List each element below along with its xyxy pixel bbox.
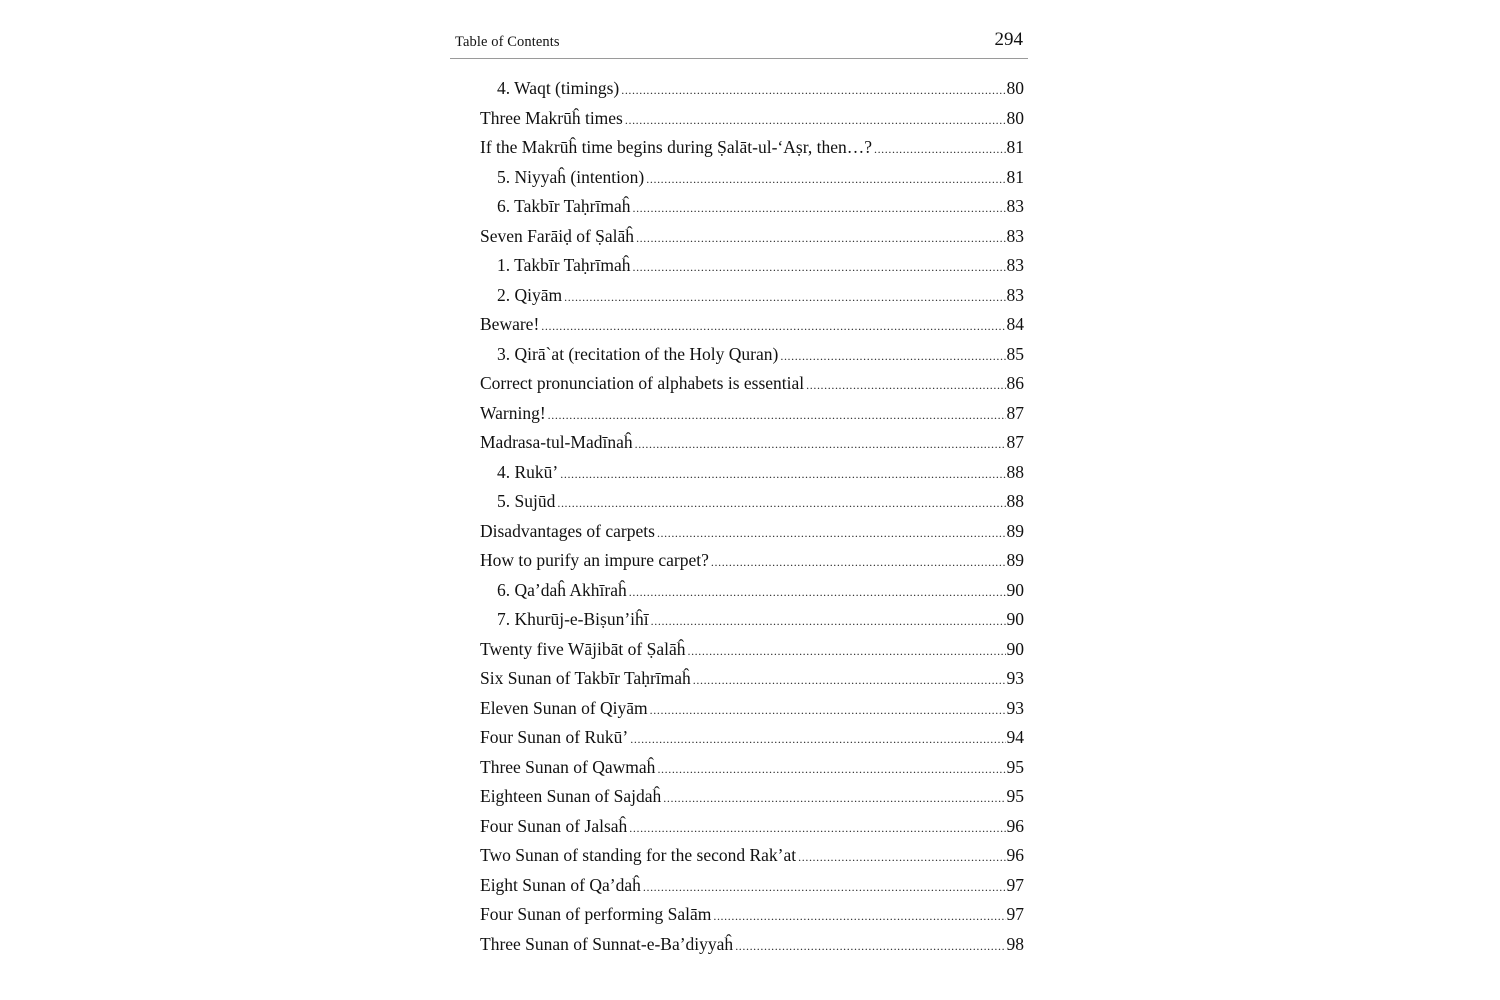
toc-entry	[480, 546, 1024, 576]
toc-entry	[480, 104, 1024, 134]
toc-entry	[480, 340, 1024, 370]
dot-leader	[557, 489, 1005, 517]
toc-entry-title: 3. Qirā`at (recitation of the Holy Quran)	[497, 343, 779, 364]
dot-leader	[693, 666, 1006, 694]
dot-leader	[541, 312, 1005, 340]
dot-leader	[651, 607, 1006, 635]
toc-entry-title: 4. Waqt (timings)	[497, 78, 620, 98]
toc-entry	[480, 222, 1024, 252]
toc-entry	[480, 753, 1024, 783]
toc-entry-title: Eighteen Sunan of Sajdaĥ	[480, 786, 662, 806]
dot-leader	[629, 814, 1005, 842]
toc-entry-page: 88	[1006, 491, 1024, 511]
toc-entry-page: 80	[1006, 107, 1024, 128]
toc-entry-title: Four Sunan of performing Salām	[480, 904, 712, 924]
toc-entry-title: Seven Farāiḍ of Ṣalāĥ	[480, 225, 635, 246]
toc-entry	[480, 930, 1024, 960]
toc-entry	[480, 369, 1024, 399]
dot-leader	[625, 106, 1006, 134]
toc-entry-title: How to purify an impure carpet?	[480, 550, 709, 570]
dot-leader	[560, 460, 1005, 488]
toc-entry-title: Two Sunan of standing for the second Rak’at	[480, 845, 797, 865]
toc-entry-page: 97	[1006, 874, 1024, 895]
toc-entry-title: Three Makrūĥ times	[480, 107, 623, 128]
toc-entry	[480, 133, 1024, 163]
dot-leader	[657, 755, 1005, 783]
toc-entry-title: Twenty five Wājibāt of Ṣalāĥ	[480, 638, 686, 659]
toc-entry-page: 89	[1006, 520, 1024, 541]
toc-entry-page: 83	[1006, 196, 1024, 216]
toc-entry-page: 87	[1006, 432, 1024, 452]
toc-entry	[480, 576, 1024, 606]
toc-entry	[480, 871, 1024, 901]
toc-entry-page: 90	[1006, 638, 1024, 659]
toc-entry	[480, 694, 1024, 724]
toc-entry-title: Four Sunan of Rukū’	[480, 727, 629, 747]
toc-entry-page: 83	[1006, 225, 1024, 246]
toc-entry-page: 81	[1006, 166, 1024, 187]
toc-entry	[480, 517, 1024, 547]
dot-leader	[874, 135, 1006, 163]
header-page-number: 294	[994, 29, 1023, 50]
toc-entry-title: 2. Qiyām	[497, 284, 563, 305]
dot-leader	[713, 902, 1005, 930]
toc-entry	[480, 428, 1024, 458]
toc-entry-title: Warning!	[480, 402, 546, 423]
toc-entry	[480, 723, 1024, 753]
dot-leader	[711, 548, 1006, 576]
dot-leader	[632, 253, 1005, 281]
toc-entry-title: Madrasa-tul-Madīnaĥ	[480, 432, 633, 452]
toc-entry-title: Eleven Sunan of Qiyām	[480, 697, 648, 718]
toc-entry-page: 94	[1006, 727, 1024, 747]
toc-entry-page: 93	[1006, 668, 1024, 688]
dot-leader	[687, 637, 1005, 665]
dot-leader	[643, 873, 1006, 901]
toc-entry-page: 83	[1006, 284, 1024, 305]
toc-entry-title: 7. Khurūj-e-Biṣun’iĥī	[497, 609, 649, 629]
toc-entry-page: 88	[1006, 461, 1024, 482]
dot-leader	[735, 932, 1005, 960]
toc-entry	[480, 900, 1024, 930]
dot-leader	[663, 784, 1005, 812]
toc-entry-page: 95	[1006, 786, 1024, 806]
dot-leader	[806, 371, 1005, 399]
toc-entry-title: 6. Qa’daĥ Akhīraĥ	[497, 579, 627, 600]
toc-entry-page: 95	[1006, 756, 1024, 777]
toc-entry-title: Eight Sunan of Qa’daĥ	[480, 874, 641, 895]
toc-entry-page: 96	[1006, 815, 1024, 836]
toc-entry-title: 1. Takbīr Taḥrīmaĥ	[497, 255, 631, 275]
toc-entry	[480, 458, 1024, 488]
dot-leader	[646, 165, 1005, 193]
dot-leader	[798, 843, 1005, 871]
toc-entry-page: 96	[1006, 845, 1024, 865]
toc-entry	[480, 74, 1024, 104]
toc-entry	[480, 192, 1024, 222]
toc-entry	[480, 251, 1024, 281]
header-title: Table of Contents	[455, 34, 560, 50]
toc-entry-page: 87	[1006, 402, 1024, 423]
toc-entry-title: Correct pronunciation of alphabets is essential	[480, 373, 805, 393]
dot-leader	[635, 430, 1006, 458]
running-header	[450, 28, 1028, 59]
toc-entry-title: 5. Sujūd	[497, 491, 556, 511]
toc-entry	[480, 310, 1024, 340]
toc-entry-page: 83	[1006, 255, 1024, 275]
dot-leader	[650, 696, 1006, 724]
toc-entry-page: 93	[1006, 697, 1024, 718]
toc-entry-title: Four Sunan of Jalsaĥ	[480, 815, 628, 836]
toc-entry	[480, 605, 1024, 635]
toc-entry-page: 85	[1006, 343, 1024, 364]
toc-list	[480, 74, 1024, 959]
toc-entry	[480, 635, 1024, 665]
toc-entry	[480, 812, 1024, 842]
dot-leader	[564, 283, 1005, 311]
toc-entry-page: 81	[1006, 137, 1024, 157]
toc-entry	[480, 664, 1024, 694]
toc-entry	[480, 281, 1024, 311]
toc-entry	[480, 841, 1024, 871]
toc-entry	[480, 782, 1024, 812]
toc-entry-title: 5. Niyyaĥ (intention)	[497, 166, 645, 187]
toc-entry-page: 97	[1006, 904, 1024, 924]
dot-leader	[629, 578, 1006, 606]
toc-entry-page: 89	[1006, 550, 1024, 570]
toc-entry-page: 84	[1006, 314, 1024, 334]
toc-entry-page: 90	[1006, 609, 1024, 629]
toc-entry-page: 80	[1006, 78, 1024, 98]
dot-leader	[636, 224, 1005, 252]
toc-entry-title: Three Sunan of Qawmaĥ	[480, 756, 656, 777]
toc-entry-title: Disadvantages of carpets	[480, 520, 655, 541]
dot-leader	[630, 725, 1005, 753]
dot-leader	[548, 401, 1006, 429]
dot-leader	[621, 76, 1005, 104]
toc-entry-title: 6. Takbīr Taḥrīmaĥ	[497, 196, 631, 216]
dot-leader	[657, 519, 1006, 547]
toc-entry-title: Three Sunan of Sunnat-e-Ba’diyyaĥ	[480, 933, 734, 954]
dot-leader	[780, 342, 1005, 370]
book-page	[450, 0, 1028, 1000]
toc-entry-title: If the Makrūĥ time begins during Ṣalāt-ul-‘Aṣr, then…?	[480, 137, 872, 157]
toc-entry-title: Six Sunan of Takbīr Taḥrīmaĥ	[480, 668, 691, 688]
toc-entry-page: 90	[1006, 579, 1024, 600]
toc-entry	[480, 399, 1024, 429]
toc-entry	[480, 487, 1024, 517]
toc-entry-page: 98	[1006, 933, 1024, 954]
toc-entry	[480, 163, 1024, 193]
dot-leader	[632, 194, 1005, 222]
toc-entry-title: 4. Rukū’	[497, 461, 559, 482]
toc-entry-title: Beware!	[480, 314, 540, 334]
toc-entry-page: 86	[1006, 373, 1024, 393]
